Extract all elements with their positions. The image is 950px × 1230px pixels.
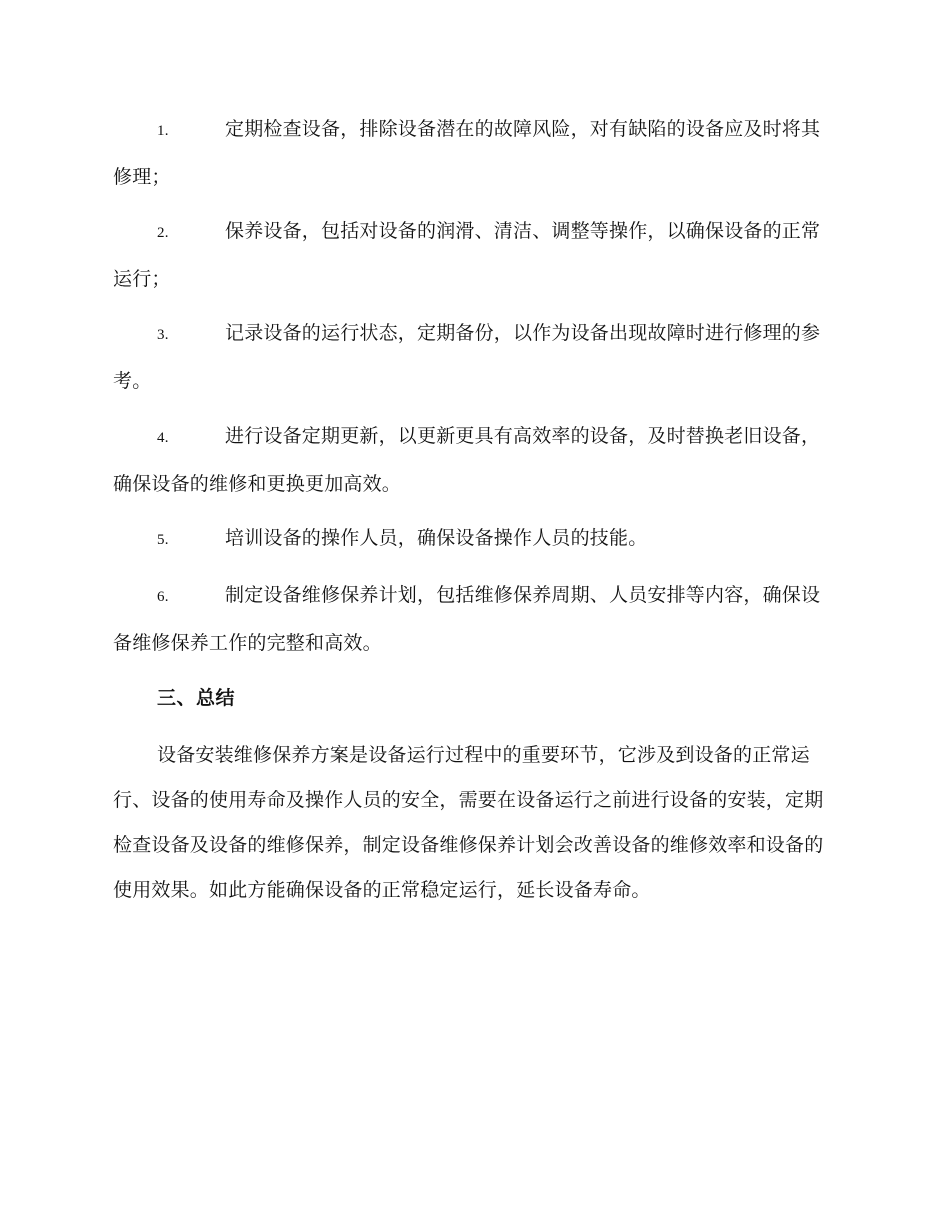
- list-item-text: 记录设备的运行状态，定期备份，以作为设备出现故障时进行修理的参考。: [113, 322, 821, 392]
- list-item: [113, 106, 833, 200]
- list-item: [113, 310, 833, 404]
- list-item-number: 5.: [157, 532, 169, 548]
- list-item-number: 4.: [157, 430, 169, 446]
- list-item-number: 6.: [157, 589, 169, 605]
- list-item-number: 3.: [157, 327, 169, 343]
- summary-paragraph: 设备安装维修保养方案是设备运行过程中的重要环节，它涉及到设备的正常运行、设备的使用寿命及操作人员的安全，需要在设备运行之前进行设备的安装，定期检查设备及设备的维修保养，制定设备维修保养计划会改善设备的维修效率和设备的使用效果。如此方能确保设备的正常稳定运行，延长设备寿命。: [113, 744, 824, 901]
- list-item: [113, 208, 833, 302]
- list-item-text: 制定设备维修保养计划，包括维修保养周期、人员安排等内容，确保设备维修保养工作的完整和高效。: [113, 584, 821, 654]
- section-heading: 三、总结: [157, 687, 236, 709]
- list-item-number: 1.: [157, 123, 169, 139]
- list-item-text: 定期检查设备，排除设备潜在的故障风险，对有缺陷的设备应及时将其修理；: [113, 118, 821, 188]
- list-item: [113, 515, 833, 563]
- list-item-text: 培训设备的操作人员，确保设备操作人员的技能。: [225, 527, 648, 549]
- list-item-text: 进行设备定期更新，以更新更具有高效率的设备，及时替换老旧设备，确保设备的维修和更换更加高效。: [113, 425, 821, 495]
- list-item-text: 保养设备，包括对设备的润滑、清洁、调整等操作，以确保设备的正常运行；: [113, 220, 821, 290]
- list-item: [113, 413, 833, 507]
- list-item-number: 2.: [157, 225, 169, 241]
- list-item: [113, 572, 833, 666]
